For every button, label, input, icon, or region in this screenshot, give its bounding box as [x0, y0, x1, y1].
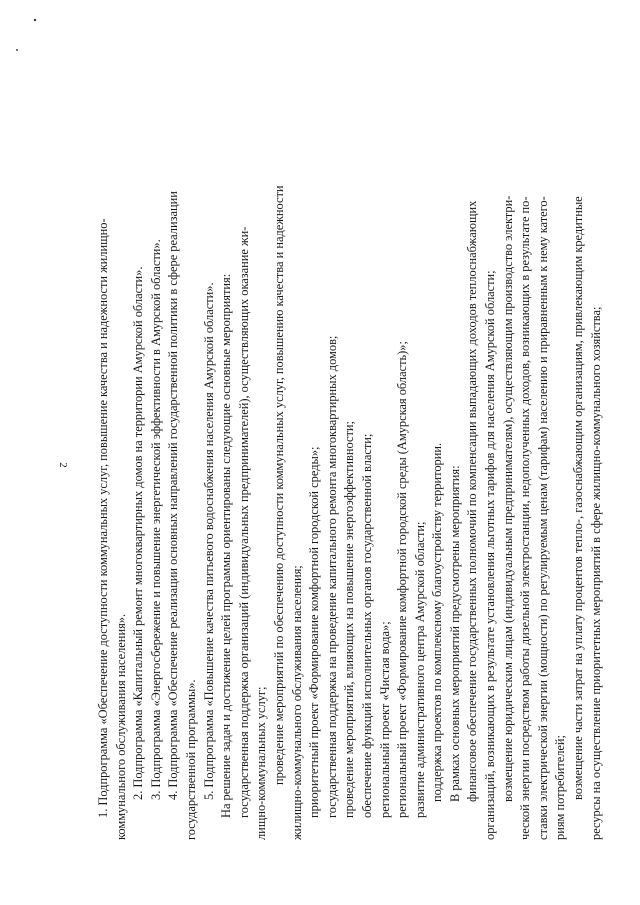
- document-line: государственная поддержка организаций (индивидуальных предпринимателей), осуществляющих оказание жи-: [236, 226, 251, 818]
- document-line: лищно-коммунальных услуг;: [254, 686, 269, 840]
- document-line: 3. Подпрограмма «Энергосбережение и повышение энергетической эффективности в Амурской области».: [148, 239, 163, 800]
- document-line: приоритетный проект «Формирование комфортной городской среды»;: [307, 446, 322, 818]
- document-body: [95, 80, 605, 840]
- document-line: региональный проект «Формирование комфортной городской среды (Амурская область)»;: [395, 341, 410, 818]
- document-line: финансовое обеспечение государственных полномочий по компенсации выпадающих доходов теплоснабжающих: [465, 200, 480, 802]
- document-line: жилищно-коммунального обслуживания населения;: [289, 565, 304, 840]
- document-line: государственная поддержка на проведение капитального ремонта многоквартирных домов;: [324, 335, 339, 818]
- document-line: В рамках основных мероприятий предусмотрены мероприятия:: [447, 465, 462, 802]
- document-line: развитие административного центра Амурской области;: [412, 521, 427, 818]
- document-line: государственной программы».: [183, 679, 198, 840]
- document-line: проведение мероприятий, влияющих на повышение энергоэффективности;: [342, 421, 357, 818]
- page-number: 2: [56, 462, 69, 468]
- document-line: коммунального обслуживания населения».: [113, 613, 128, 840]
- document-line: организаций, возникающих в результате установления льготных тарифов для населения Амурской области;: [483, 270, 498, 840]
- document-line: возмещение части затрат на уплату процентов тепло-, газоснабжающим организациям, привлекающим кредитные: [571, 196, 586, 800]
- document-line: 1. Подпрограмма «Обеспечение доступности коммунальных услуг, повышение качества и надежности жилищно-: [96, 218, 110, 818]
- document-line: возмещение юридическим лицам (индивидуальным предпринимателям), осуществляющим производство электри-: [500, 195, 515, 802]
- document-line: 2. Подпрограмма «Капитальный ремонт многоквартирных домов на территории Амурской области».: [131, 266, 146, 800]
- document-line: риям потребителей;: [553, 735, 568, 840]
- document-line: 4. Подпрограмма «Обеспечение реализации основных направлений государственной политики в сфере реализации: [166, 191, 181, 800]
- document-line: обеспечение функций исполнительных органов государственной власти;: [359, 433, 374, 818]
- document-line: ресурсы на осуществление приоритетных мероприятий в сфере жилищно-коммунального хозяйства;: [588, 306, 603, 840]
- document-line: ставки электрической энергии (мощности) по регулируемым ценам (тарифам) населению и приравненным к нему катего-: [535, 196, 550, 840]
- document-line: На решение задач и достижение целей программы ориентированы следующие основные мероприятия:: [219, 273, 234, 818]
- document-line: 5. Подпрограмма «Повышение качества питьевого водоснабжения населения Амурской области».: [201, 282, 216, 800]
- document-line: ческой энергии посредством работы дизельной электростанции, недополученных доходов, возникающих в результате по-: [518, 196, 533, 840]
- document-line: проведение мероприятий по обеспечению доступности коммунальных услуг, повышению качества и надежности: [271, 185, 286, 785]
- document-line: региональный проект «Чистая вода»;: [377, 621, 392, 818]
- document-line: поддержка проектов по комплексному благоустройству территории.: [430, 442, 445, 802]
